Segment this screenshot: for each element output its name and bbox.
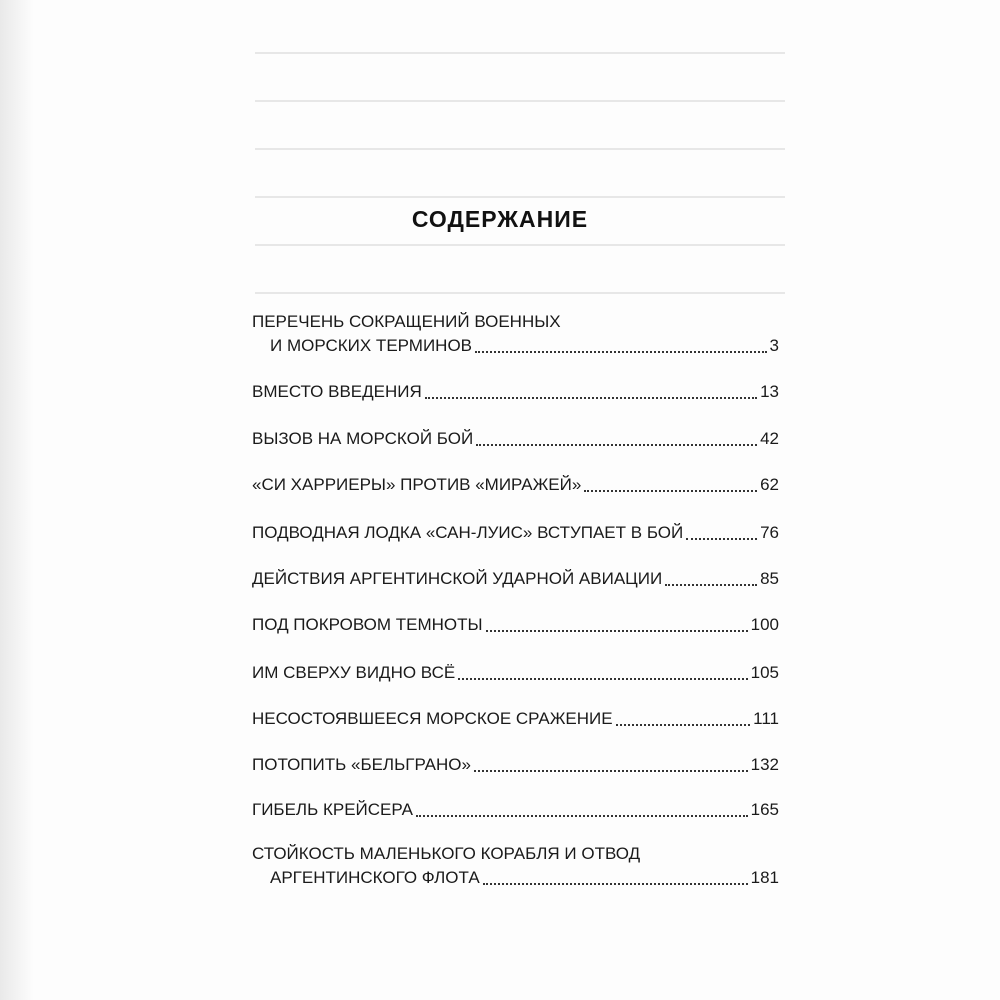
toc-entry-title: ВМЕСТО ВВЕДЕНИЯ	[252, 382, 422, 401]
page-gutter-shadow	[0, 0, 34, 1000]
toc-page-number: 3	[769, 336, 779, 355]
dot-leader	[686, 537, 757, 540]
dot-leader	[616, 723, 751, 726]
toc-entry-title: ПОТОПИТЬ «БЕЛЬГРАНО»	[252, 755, 471, 774]
toc-page-number: 105	[750, 663, 779, 682]
toc-page-number: 132	[750, 755, 779, 774]
toc-page-number: 100	[750, 615, 779, 634]
toc-entry-title: ПОДВОДНАЯ ЛОДКА «САН-ЛУИС» ВСТУПАЕТ В БОЙ	[252, 523, 684, 542]
toc-entry-title-line1: СТОЙКОСТЬ МАЛЕНЬКОГО КОРАБЛЯ И ОТВОД	[252, 844, 641, 863]
bleed-through-line	[255, 244, 785, 246]
toc-entry-title: ГИБЕЛЬ КРЕЙСЕРА	[252, 800, 413, 819]
toc-entry-title: ИМ СВЕРХУ ВИДНО ВСЁ	[252, 663, 456, 682]
dot-leader	[475, 350, 767, 353]
toc-page-number: 42	[760, 429, 779, 448]
toc-entry-title: И МОРСКИХ ТЕРМИНОВ	[270, 336, 473, 355]
toc-entry-title: «СИ ХАРРИЕРЫ» ПРОТИВ «МИРАЖЕЙ»	[252, 475, 582, 494]
toc-entry	[252, 427, 779, 451]
toc-page-number: 111	[753, 709, 779, 728]
dot-leader	[486, 629, 748, 632]
dot-leader	[458, 677, 747, 680]
bleed-through-line	[255, 148, 785, 150]
dot-leader	[416, 814, 748, 817]
bleed-through-line	[255, 196, 785, 198]
toc-page-number: 62	[760, 475, 779, 494]
page-title: СОДЕРЖАНИЕ	[411, 206, 589, 232]
toc-entry-title: ВЫЗОВ НА МОРСКОЙ БОЙ	[252, 429, 474, 448]
toc-entry	[252, 613, 779, 637]
toc-entry-title: ПОД ПОКРОВОМ ТЕМНОТЫ	[252, 615, 483, 634]
toc-entry-title: НЕСОСТОЯВШЕЕСЯ МОРСКОЕ СРАЖЕНИЕ	[252, 709, 613, 728]
toc-page-number: 165	[750, 800, 779, 819]
toc-entry-title: ДЕЙСТВИЯ АРГЕНТИНСКОЙ УДАРНОЙ АВИАЦИИ	[252, 569, 663, 588]
dot-leader	[665, 583, 757, 586]
dot-leader	[425, 396, 757, 399]
toc-entry	[252, 473, 779, 497]
toc-page-number: 76	[760, 523, 779, 542]
bleed-through-line	[255, 52, 785, 54]
toc-entry	[252, 380, 779, 404]
toc-entry	[252, 567, 779, 591]
toc-entry-title-line1: ПЕРЕЧЕНЬ СОКРАЩЕНИЙ ВОЕННЫХ	[252, 312, 561, 331]
toc-entry	[252, 661, 779, 685]
toc-entry	[252, 521, 779, 545]
toc-entry	[252, 798, 779, 822]
dot-leader	[584, 489, 757, 492]
bleed-through-line	[255, 292, 785, 294]
toc-entry	[252, 310, 779, 358]
toc-entry	[252, 753, 779, 777]
toc-entry	[252, 707, 779, 731]
toc-page-number: 13	[760, 382, 779, 401]
toc-page-number: 85	[760, 569, 779, 588]
toc-entry-title: АРГЕНТИНСКОГО ФЛОТА	[270, 868, 480, 887]
dot-leader	[483, 882, 748, 885]
dot-leader	[476, 443, 757, 446]
dot-leader	[474, 769, 748, 772]
toc-page-number: 181	[750, 868, 779, 887]
bleed-through-line	[255, 100, 785, 102]
toc-entry	[252, 842, 779, 890]
